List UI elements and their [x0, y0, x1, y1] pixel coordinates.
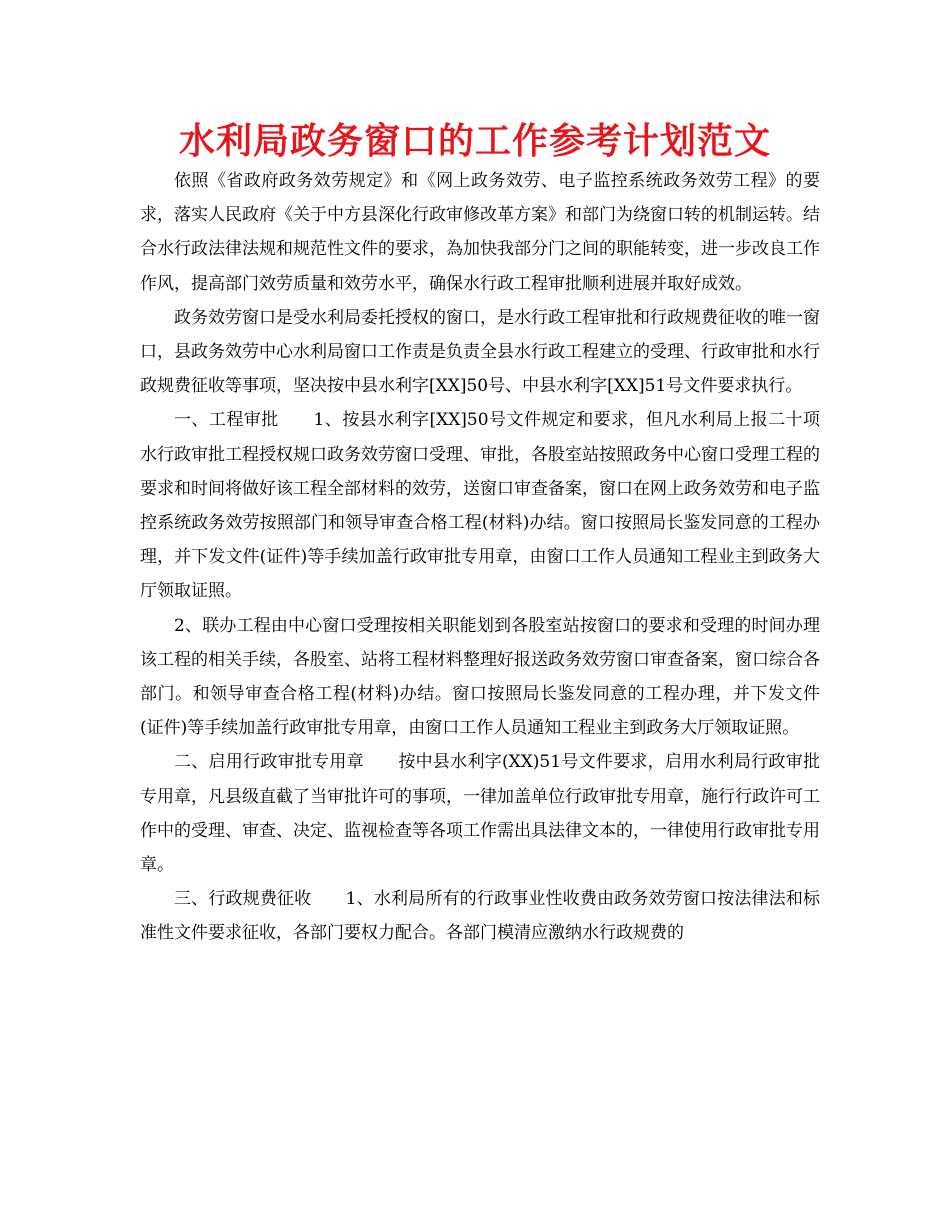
document-body	[140, 164, 820, 951]
paragraph-window-role: 政务效劳窗口是受水利局委托授权的窗口，是水行政工程审批和行政规费征收的唯一窗口，县政务效劳中心水利局窗口工作责是负责全县水行政工程建立的受理、行政审批和水行政规费征收等事项，坚决按中县水利字[XX]50号、中县水利字[XX]51号文件要求执行。	[140, 307, 820, 397]
paragraph-joint-projects: 2、联办工程由中心窗口受理按相关职能划到各股室站按窗口的要求和受理的时间办理该工程的相关手续，各股室、站将工程材料整理好报送政务效劳窗口审查备案，窗口综合各部门。和领导审查合格工程(材料)办结。窗口按照局长鉴发同意的工程办理，并下发文件(证件)等手续加盖行政审批专用章，由窗口工作人员通知工程业主到政务大厅领取证照。	[140, 615, 820, 739]
paragraph-project-approval: 一、工程审批 1、按县水利字[XX]50号文件规定和要求，但凡水利局上报二十项水行政审批工程授权规口政务效劳窗口受理、审批，各股室站按照政务中心窗口受理工程的要求和时间将做好该工程全部材料的效劳，送窗口审查备案，窗口在网上政务效劳和电子监控系统政务效劳按照部门和领导审查合格工程(材料)办结。窗口按照局长鉴发同意的工程办理，并下发文件(证件)等手续加盖行政审批专用章，由窗口工作人员通知工程业主到政务大厅领取证照。	[140, 410, 820, 602]
paragraph-fee-collection: 三、行政规费征收 1、水利局所有的行政事业性收费由政务效劳窗口按法律法和标准性文件要求征收，各部门要权力配合。各部门模清应激纳水行政规费的	[140, 889, 820, 944]
document-title: 水利局政务窗口的工作参考计划范文	[178, 121, 771, 162]
paragraph-intro: 依照《省政府政务效劳规定》和《网上政务效劳、电子监控系统政务效劳工程》的要求，落实人民政府《关于中方县深化行政审修改革方案》和部门为绕窗口转的机制运转。结合水行政法律法规和规范性文件的要求，為加快我部分门之间的职能转变，进一步改良工作作风，提高部门效劳质量和效劳水平，确保水行政工程审批顺利进展并取好成效。	[140, 171, 820, 294]
paragraph-approval-seal: 二、启用行政审批专用章 按中县水利字(XX)51号文件要求，启用水利局行政审批专用章，凡县级直截了当审批许可的事项，一律加盖单位行政审批专用章，施行行政许可工作中的受理、审查、决定、监视检查等各项工作需出具法律文本的，一律使用行政审批专用章。	[140, 752, 820, 876]
